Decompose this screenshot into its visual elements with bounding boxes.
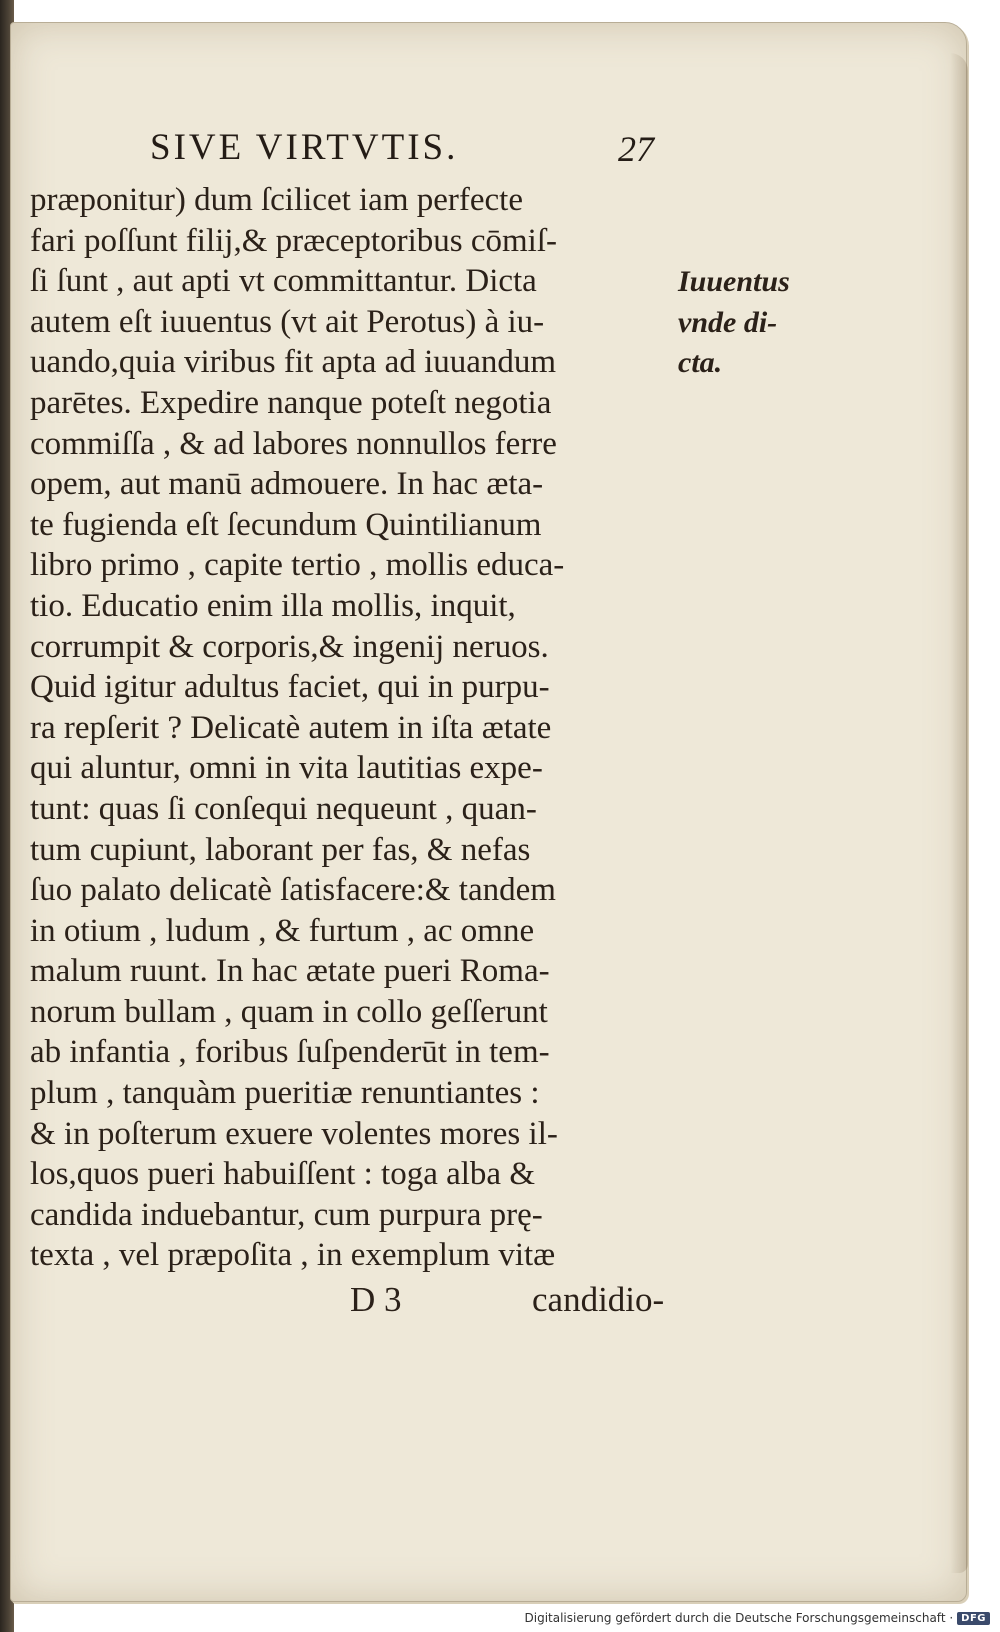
text-line: corrumpit & corporis,& ingenij neruos. bbox=[30, 628, 549, 665]
text-line: uando,quia viribus fit apta ad iuuandum bbox=[30, 344, 557, 381]
text-line: ſi ſunt , aut apti vt committantur. Dicta bbox=[30, 263, 537, 300]
text-line: candida induebantur, cum purpura prę- bbox=[30, 1196, 543, 1233]
text-line: ſuo palato delicatè ſatisfacere:& tandem bbox=[30, 872, 556, 909]
text-line: præponitur) dum ſcilicet iam perfecte bbox=[30, 182, 523, 218]
text-line: ra repſerit ? Delicatè autem in iſta ætate bbox=[30, 709, 552, 746]
text-line: tum cupiunt, laborant per fas, & nefas bbox=[30, 831, 531, 868]
running-head-title: SIVE VIRTVTIS. bbox=[150, 127, 459, 168]
digitization-notice bbox=[525, 1608, 990, 1628]
page-footer bbox=[350, 1280, 710, 1325]
text-line: & in poſterum exuere volentes mores il- bbox=[30, 1115, 558, 1152]
text-line: plum , tanquàm pueritiæ renuntiantes : bbox=[30, 1075, 540, 1112]
text-line: ab infantia , foribus ſuſpenderūt in tem- bbox=[30, 1034, 550, 1071]
digitization-notice-text: Digitalisierung gefördert durch die Deutsche Forschungsgemeinschaft · bbox=[524, 1611, 954, 1625]
text-line: los,quos pueri habuiſſent : toga alba & bbox=[30, 1156, 535, 1193]
text-line: in otium , ludum , & furtum , ac omne bbox=[30, 912, 535, 949]
dfg-logo: DFG bbox=[957, 1612, 990, 1625]
text-line: Quid igitur adultus faciet, qui in purpu- bbox=[30, 669, 550, 706]
body-text bbox=[30, 180, 690, 1276]
marginal-note-line: Iuuentus bbox=[678, 265, 790, 298]
marginal-note-line: cta. bbox=[678, 346, 723, 380]
text-line: parētes. Expedire nanque poteſt negotia bbox=[30, 384, 552, 421]
page-edge-shadow bbox=[950, 53, 968, 1573]
catchword: candidio- bbox=[532, 1280, 665, 1319]
text-line: texta , vel præpoſita , in exemplum vitæ bbox=[30, 1237, 556, 1274]
text-line: malum ruunt. In hac ætate pueri Roma- bbox=[30, 953, 550, 990]
marginal-note-line: vnde di- bbox=[678, 305, 778, 339]
page-number: 27 bbox=[618, 129, 654, 169]
running-head bbox=[150, 126, 670, 176]
text-line: te fugienda eſt ſecundum Quintilianum bbox=[30, 506, 542, 543]
text-line: opem, aut manū admouere. In hac æta- bbox=[30, 466, 544, 503]
text-line: fari poſſunt filij,& præceptoribus cōmiſ- bbox=[30, 222, 557, 259]
text-line: norum bullam , quam in collo geſſerunt bbox=[30, 993, 548, 1030]
text-line: autem eſt iuuentus (vt ait Perotus) à iu- bbox=[30, 303, 545, 340]
text-line: tio. Educatio enim illa mollis, inquit, bbox=[30, 587, 516, 624]
signature-mark: D 3 bbox=[350, 1280, 402, 1319]
text-line: qui aluntur, omni in vita lautitias expe- bbox=[30, 750, 543, 787]
text-line: tunt: quas ſi conſequi nequeunt , quan- bbox=[30, 790, 537, 827]
text-line: libro primo , capite tertio , mollis educa- bbox=[30, 547, 565, 584]
text-line: commiſſa , & ad labores nonnullos ferre bbox=[30, 425, 557, 462]
marginal-note bbox=[678, 262, 838, 384]
